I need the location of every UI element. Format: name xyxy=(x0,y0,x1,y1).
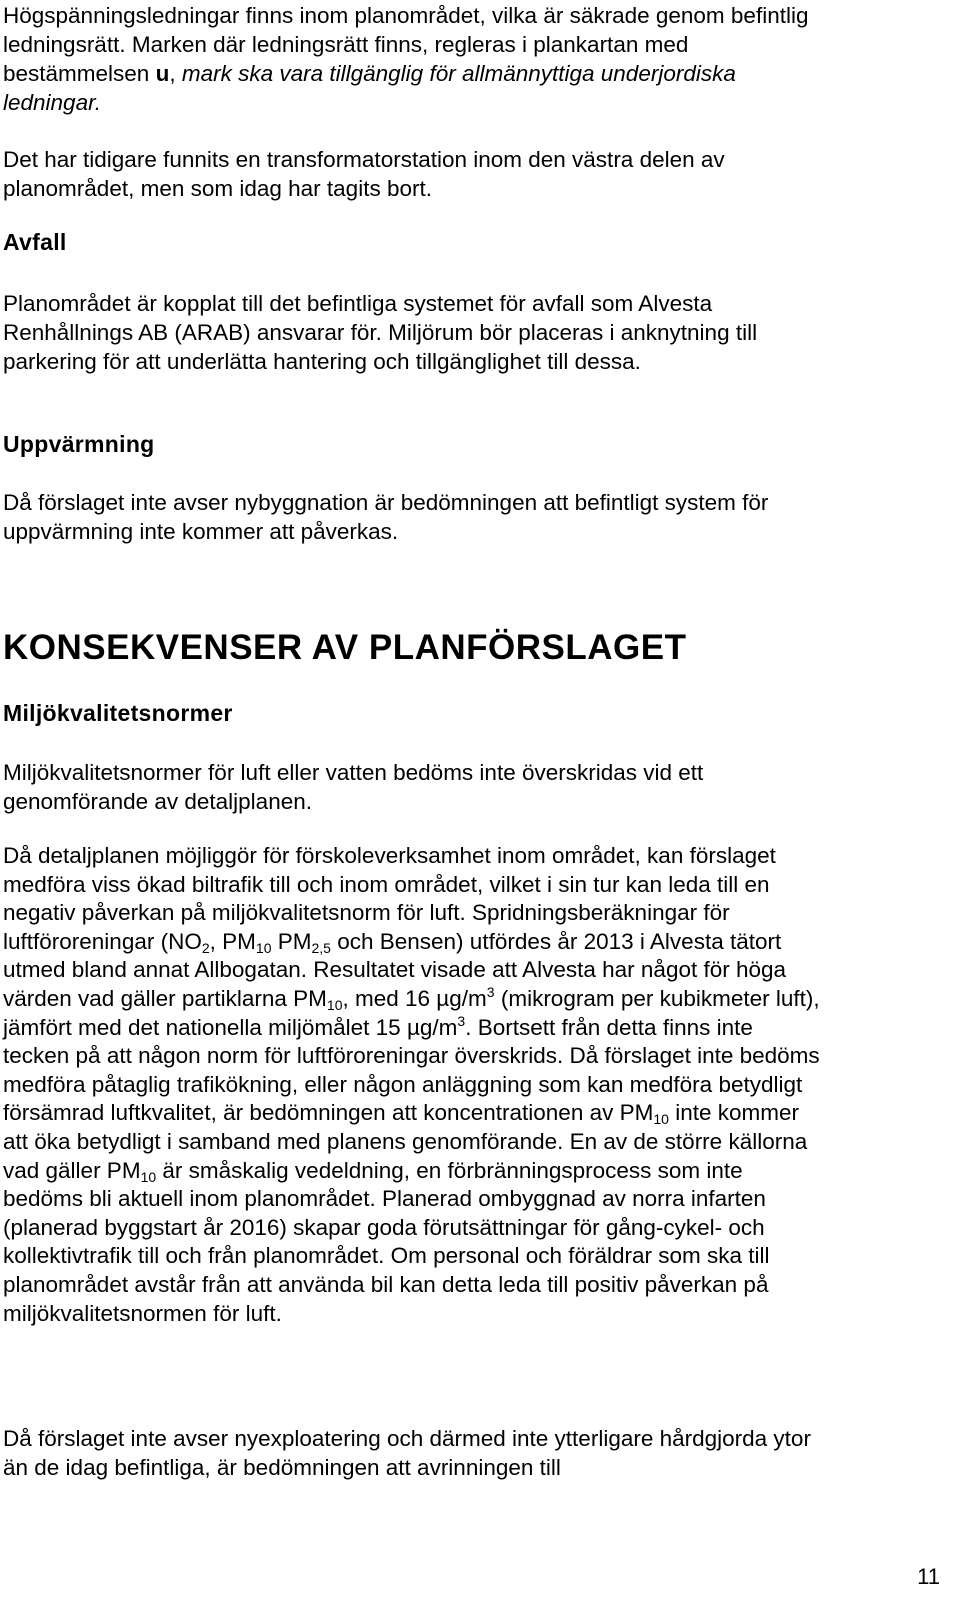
heading-uppvarmning: Uppvärmning xyxy=(3,431,155,457)
subscript: 2,5 xyxy=(311,939,331,956)
paragraph-miljokvalitetsnormer: Miljökvalitetsnormer för luft eller vatten bedöms inte överskridas vid ett genomförande av detaljplanen. xyxy=(3,760,704,814)
text-run: . Bortsett från detta finns inte tecken på att någon norm för luftföroreningar överskrids. Då förslaget inte bedöms medföra påtaglig trafikökning, eller någon anläggning som kan medföra betydligt försämrad luftkvalitet, är bedömningen att koncentrationen av PM xyxy=(3,1014,820,1126)
paragraph-uppvarmning: Då förslaget inte avser nybyggnation är bedömningen att befintligt system för uppvärmning inte kommer att påverkas. xyxy=(3,490,769,544)
subscript: 10 xyxy=(653,1111,669,1128)
paragraph-avrinning: Då förslaget inte avser nyexploatering och därmed inte ytterligare hårdgjorda ytor än de idag befintliga, är bedömningen att avrinningen till xyxy=(3,1426,811,1480)
subscript: 2 xyxy=(201,939,210,956)
text-run: Då detaljplanen möjliggör för förskoleverksamhet inom området, kan förslaget medföra viss ökad biltrafik till och inom området, vilket i sin tur kan leda till en negativ påverkan på miljökvalitetsnorm för luft. Spridningsberäkningar för luftföroreningar (NO xyxy=(3,843,776,954)
page-number: 11 xyxy=(917,1564,940,1589)
paragraph-transformator: Det har tidigare funnits en transformatorstation inom den västra delen av planområdet, men som idag har tagits bort. xyxy=(3,147,725,201)
paragraph-luftkvalitet xyxy=(3,842,823,1328)
paragraph-avfall: Planområdet är kopplat till det befintliga systemet för avfall som Alvesta Renhållnings AB (ARAB) ansvarar för. Miljörum bör placeras i anknytning till parkering för att underlätta hantering och tillgänglighet till dessa. xyxy=(3,291,758,374)
heading-miljokvalitetsnormer: Miljökvalitetsnormer xyxy=(3,700,233,726)
subscript: 10 xyxy=(326,996,343,1013)
text-run: och Bensen) utfördes år 2013 i Alvesta tätort utmed bland annat Allbogatan. Resultatet visade att Alvesta har något för höga värden vad gäller partiklarna PM xyxy=(3,928,787,1011)
superscript: 3 xyxy=(457,1012,466,1029)
text-run: PM xyxy=(271,928,312,954)
subscript: 10 xyxy=(140,1168,157,1185)
text-run: är småskalig vedeldning, en förbränningsprocess som inte bedöms bli aktuell inom planområdet. Planerad ombyggnad av norra infarten (planerad byggstart år 2016) skapar goda förutsättningar för gång-cykel- och kollektivtrafik till och från planområdet. Om personal och föräldrar som ska till planområdet avstår från att använda bil kan detta leda till positiv påverkan på miljökvalitetsnormen för luft. xyxy=(3,1157,770,1326)
superscript: 3 xyxy=(486,983,495,1000)
heading-konsekvenser: KONSEKVENSER AV PLANFÖRSLAGET xyxy=(3,628,687,667)
subscript: 10 xyxy=(255,939,272,956)
text-run: , med 16 µg/m xyxy=(342,985,487,1011)
paragraph-hogspanning xyxy=(3,1,823,117)
heading-avfall: Avfall xyxy=(3,229,67,255)
italic-text: mark ska vara tillgänglig för allmännyttiga underjordiska ledningar. xyxy=(3,61,736,115)
text-run: (mikrogram per kubikmeter luft), jämfört med det nationella miljömålet 15 µg/m xyxy=(3,985,820,1040)
bold-term: u xyxy=(155,61,170,86)
text-run: Högspänningsledningar finns inom planområdet, vilka är säkrade genom befintlig ledningsrätt. Marken där ledningsrätt finns, regleras i plankartan med bestämmelsen xyxy=(3,3,809,86)
text-run: , xyxy=(169,61,182,86)
text-run: inte kommer att öka betydligt i samband med planens genomförande. En av de större källorna vad gäller PM xyxy=(3,1100,808,1183)
text-run: , PM xyxy=(209,928,256,954)
